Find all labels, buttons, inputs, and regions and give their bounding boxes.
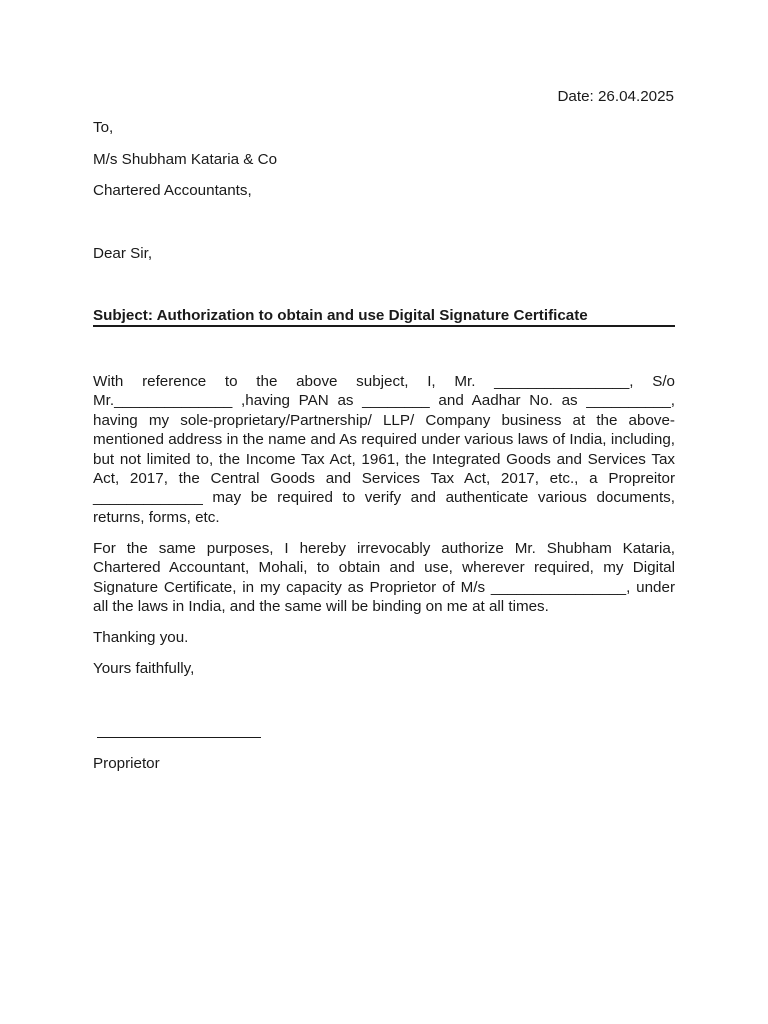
body-paragraph-2: For the same purposes, I hereby irrevocably authorize Mr. Shubham Kataria, Chartered Accountant, Mohali, to obtain and use, wherever required, my Digital Signature Certificate, in my capacity as Proprietor of M/s ________________, under all the laws in India, and the same will be binding on me at all times. xyxy=(93,540,675,616)
letter-date: Date: 26.04.2025 xyxy=(557,88,674,105)
closing-thanks: Thanking you. xyxy=(93,629,189,646)
addressee-to: To, xyxy=(93,119,114,136)
letter-page xyxy=(93,0,675,1024)
subject-line: Subject: Authorization to obtain and use Digital Signature Certificate xyxy=(93,307,675,327)
addressee-designation: Chartered Accountants, xyxy=(93,182,252,199)
closing-sign-off: Yours faithfully, xyxy=(93,660,195,677)
signatory-title: Proprietor xyxy=(93,755,160,772)
signature-line xyxy=(97,737,261,738)
body-paragraph-1: With reference to the above subject, I, Mr. ________________, S/o Mr.______________ ,having PAN as ________ and Aadhar No. as __________, having my sole-proprietary/Partnership/ LLP/ Company business at the above-mentioned address in the name and As required under various laws of India, including, but not limited to, the Income Tax Act, 1961, the Integrated Goods and Services Tax Act, 2017, the Central Goods and Services Tax Act, 2017, etc., a Propreitor _____________ may be required to verify and authenticate various documents, returns, forms, etc. xyxy=(93,373,675,526)
salutation: Dear Sir, xyxy=(93,245,153,262)
addressee-firm: M/s Shubham Kataria & Co xyxy=(93,151,278,168)
